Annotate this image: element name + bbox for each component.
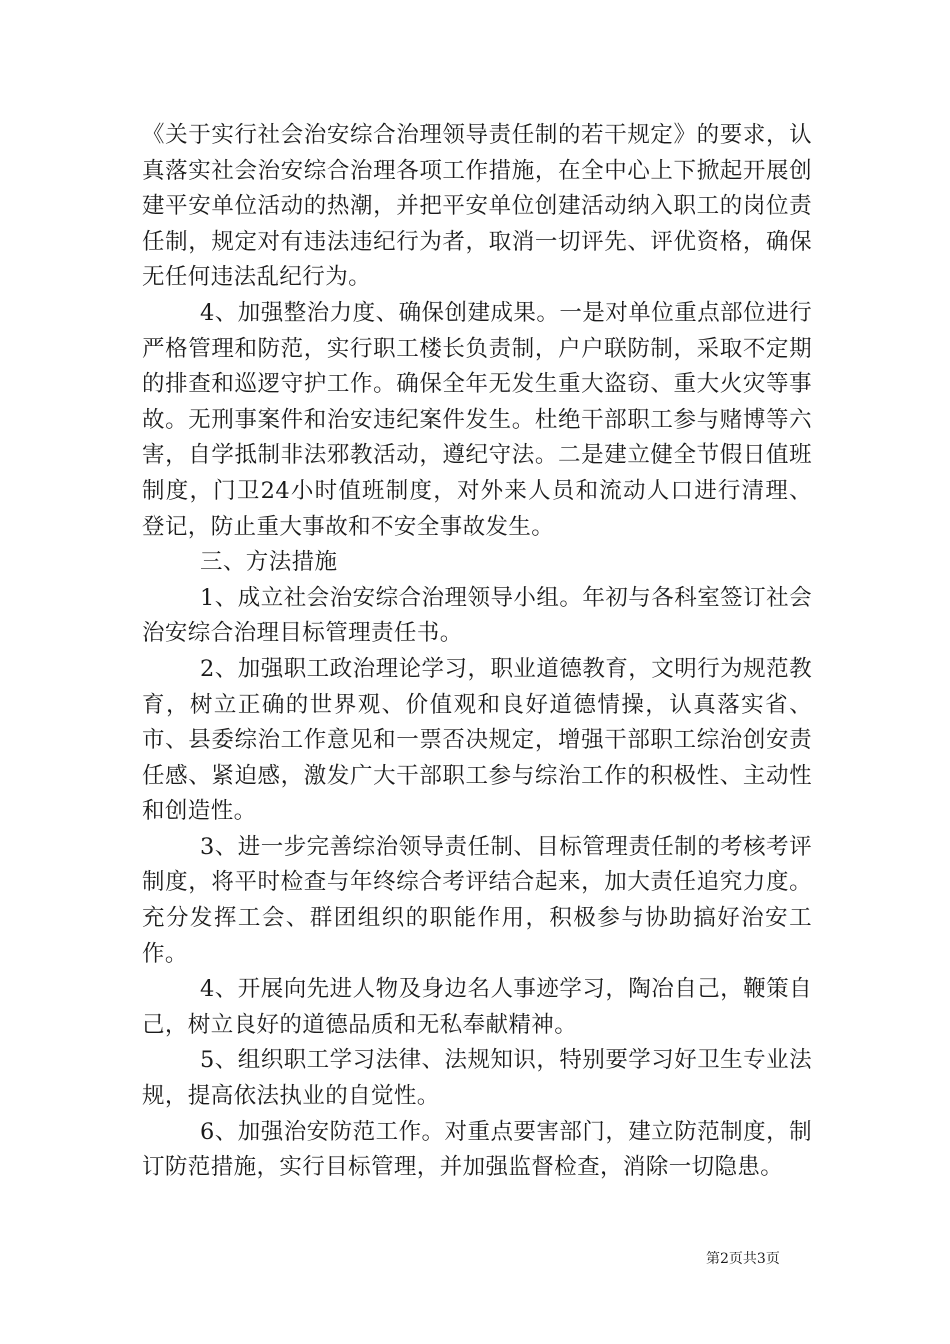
paragraph-method-2: 2、加强职工政治理论学习，职业道德教育，文明行为规范教育，树立正确的世界观、价值观和良好道德情操，认真落实省、市、县委综治工作意见和一票否决规定，增强干部职工综治创安责任感、紧迫感，激发广大干部职工参与综治工作的积极性、主动性和创造性。 (142, 655, 812, 825)
paragraph-continuation: 《关于实行社会治安综合治理领导责任制的若干规定》的要求，认真落实社会治安综合治理各项工作措施，在全中心上下掀起开展创建平安单位活动的热潮，并把平安单位创建活动纳入职工的岗位责任制，规定对有违法违纪行为者，取消一切评先、评优资格，确保无任何违法乱纪行为。 (142, 122, 812, 291)
paragraph-method-6: 6、加强治安防范工作。对重点要害部门，建立防范制度，制订防范措施，实行目标管理，并加强监督检查，消除一切隐患。 (142, 1118, 812, 1181)
paragraph-item-4-rectification: 4、加强整治力度、确保创建成果。一是对单位重点部位进行严格管理和防范，实行职工楼长负责制，户户联防制，采取不定期的排查和巡逻守护工作。确保全年无发生重大盗窃、重大火灾等事故。无刑事案件和治安违纪案件发生。杜绝干部职工参与赌博等六害，自学抵制非法邪教活动，遵纪守法。二是建立健全节假日值班制度，门卫24小时值班制度，对外来人员和流动人口进行清理、登记，防止重大事故和不安全事故发生。 (142, 299, 812, 540)
page-number-footer: 第2页共3页 (706, 1251, 780, 1267)
paragraph-method-5: 5、组织职工学习法律、法规知识，特别要学习好卫生专业法规，提高依法执业的自觉性。 (142, 1047, 812, 1110)
paragraph-method-1: 1、成立社会治安综合治理领导小组。年初与各科室签订社会治安综合治理目标管理责任书。 (142, 584, 812, 647)
paragraph-method-3: 3、进一步完善综治领导责任制、目标管理责任制的考核考评制度，将平时检查与年终综合考评结合起来，加大责任追究力度。充分发挥工会、群团组织的职能作用，积极参与协助搞好治安工作。 (142, 833, 812, 967)
paragraph-method-4: 4、开展向先进人物及身边名人事迹学习，陶冶自己，鞭策自己，树立良好的道德品质和无私奉献精神。 (142, 976, 812, 1038)
document-body (142, 118, 812, 1186)
section-heading-methods: 三、方法措施 (200, 549, 338, 576)
